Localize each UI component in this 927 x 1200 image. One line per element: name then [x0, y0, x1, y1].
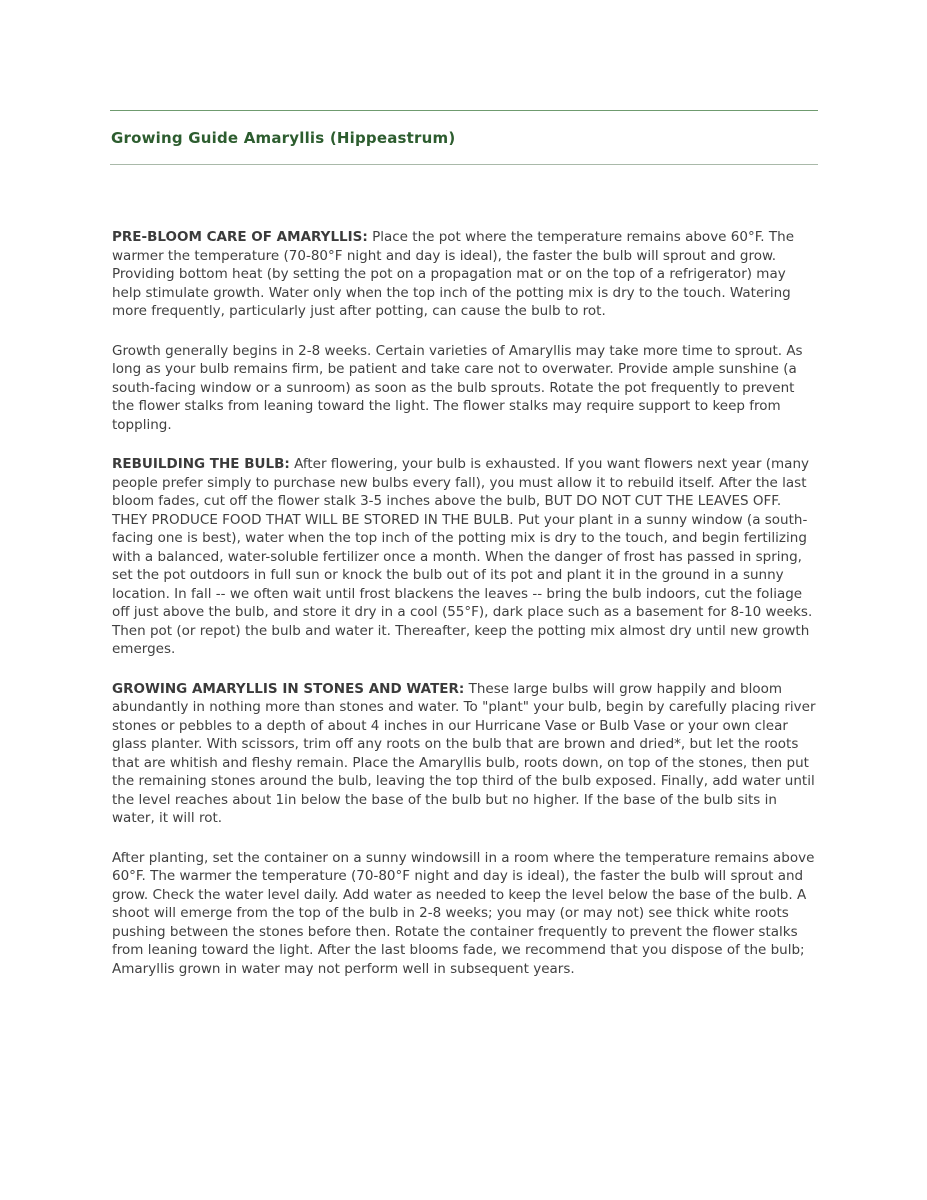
paragraph-after-planting [112, 849, 816, 979]
paragraph-stones-and-water [112, 680, 816, 828]
paragraph-pre-bloom-care [112, 228, 816, 321]
document-header [110, 110, 819, 165]
paragraph-lead-pre-bloom-care: PRE-BLOOM CARE OF AMARYLLIS: [112, 229, 368, 245]
document-body [112, 228, 816, 978]
paragraph-text-pre-bloom-care: Place the pot where the temperature remains above 60°F. The warmer the temperature (70-80°F night and day is ideal), the faster the bulb will sprout and grow. Providing bottom heat (by setting the pot on a propagation mat or on the top of a refrigerator) may help stimulate growth. Water only when the top inch of the potting mix is dry to the touch. Watering more frequently, particularly just after potting, can cause the bulb to rot. [112, 229, 794, 319]
paragraph-rebuilding-bulb [112, 455, 816, 659]
paragraph-text-growth-timing: Growth generally begins in 2-8 weeks. Certain varieties of Amaryllis may take more time to sprout. As long as your bulb remains firm, be patient and take care not to overwater. Provide ample sunshine (a south-facing window or a sunroom) as soon as the bulb sprouts. Rotate the pot frequently to prevent the flower stalks from leaning toward the light. The flower stalks may require support to keep from toppling. [112, 342, 803, 433]
paragraph-text-rebuilding-bulb: After flowering, your bulb is exhausted. If you want flowers next year (many people prefer simply to purchase new bulbs every fall), you must allow it to rebuild itself. After the last bloom fades, cut off the flower stalk 3-5 inches above the bulb, BUT DO NOT CUT THE LEAVES OFF. THEY PRODUCE FOOD THAT WILL BE STORED IN THE BULB. Put your plant in a sunny window (a south-facing one is best), water when the top inch of the potting mix is dry to the touch, and begin fertilizing with a balanced, water-soluble fertilizer once a month. When the danger of frost has passed in spring, set the pot outdoors in full sun or knock the bulb out of its pot and plant it in the ground in a sunny location. In fall -- we often wait until frost blackens the leaves -- bring the bulb indoors, cut the foliage off just above the bulb, and store it dry in a cool (55°F), dark place such as a basement for 8-10 weeks. Then pot (or repot) the bulb and water it. Thereafter, keep the potting mix almost dry until new growth emerges. [112, 456, 813, 657]
bottom-divider [110, 164, 818, 165]
paragraph-text-after-planting: After planting, set the container on a sunny windowsill in a room where the temperature remains above 60°F. The warmer the temperature (70-80°F night and day is ideal), the faster the bulb will sprout and grow. Check the water level daily. Add water as needed to keep the level below the base of the bulb. A shoot will emerge from the top of the bulb in 2-8 weeks; you may (or may not) see thick white roots pushing between the stones before then. Rotate the container frequently to prevent the flower stalks from leaning toward the light. After the last blooms fade, we recommend that you dispose of the bulb; Amaryllis grown in water may not perform well in subsequent years. [112, 849, 815, 977]
paragraph-text-stones-and-water: These large bulbs will grow happily and bloom abundantly in nothing more than stones and water. To "plant" your bulb, begin by carefully placing river stones or pebbles to a depth of about 4 inches in our Hurricane Vase or Bulb Vase or your own clear glass planter. With scissors, trim off any roots on the bulb that are brown and dried*, but let the roots that are whitish and fleshy remain. Place the Amaryllis bulb, roots down, on top of the stones, then put the remaining stones around the bulb, leaving the top third of the bulb exposed. Finally, add water until the level reaches about 1in below the base of the bulb but no higher. If the base of the bulb sits in water, it will rot. [112, 680, 816, 826]
paragraph-growth-timing [112, 342, 816, 435]
paragraph-lead-rebuilding-bulb: REBUILDING THE BULB: [112, 456, 290, 472]
paragraph-lead-stones-and-water: GROWING AMARYLLIS IN STONES AND WATER: [112, 680, 465, 697]
top-divider [110, 110, 818, 111]
page-title: Growing Guide Amaryllis (Hippeastrum) [111, 129, 456, 147]
